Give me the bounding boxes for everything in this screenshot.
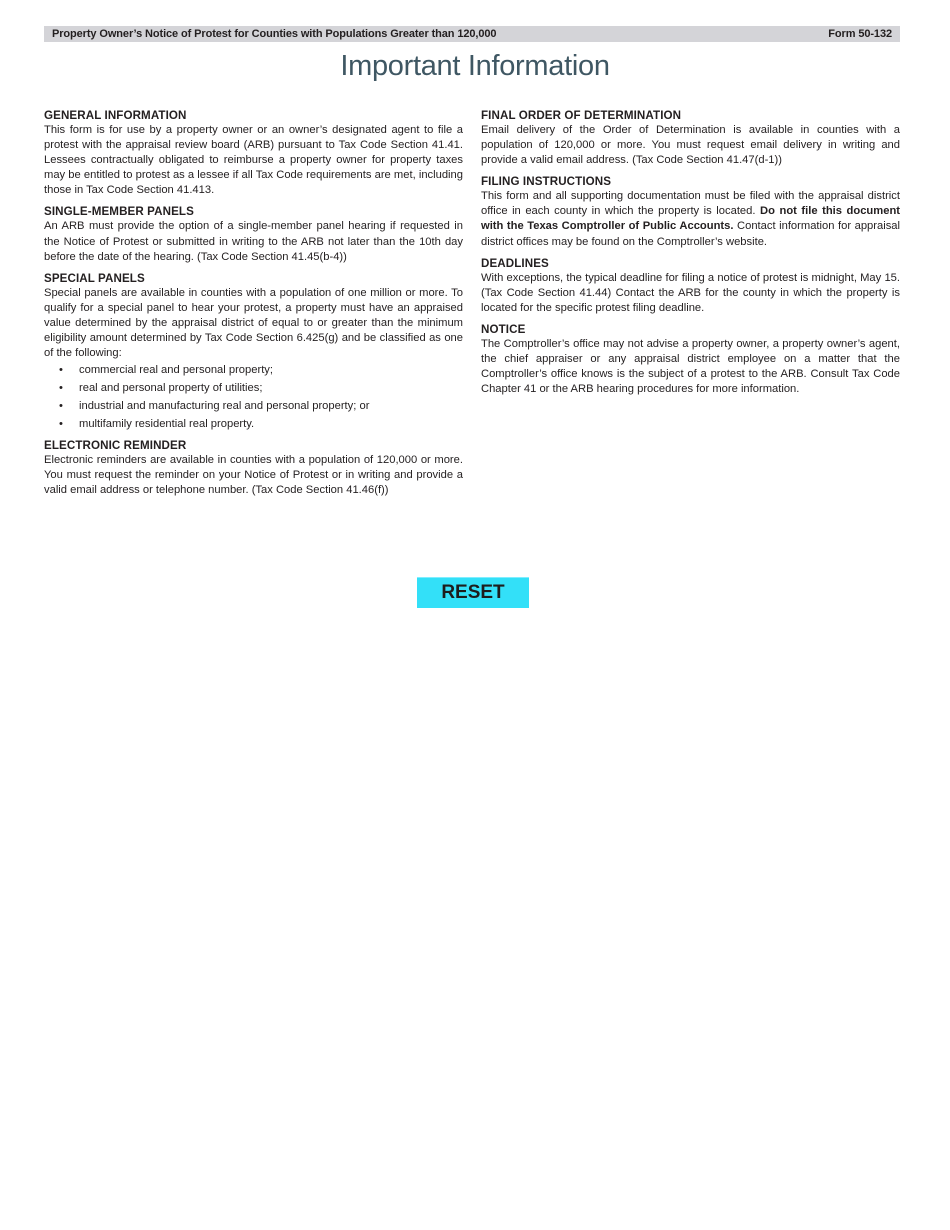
bullet-icon: • bbox=[59, 418, 63, 431]
section-heading: SINGLE-MEMBER PANELS bbox=[44, 205, 194, 219]
list-item bbox=[44, 399, 463, 414]
section-heading: GENERAL INFORMATION bbox=[44, 109, 187, 122]
section-body: Email delivery of the Order of Determination is available in counties with a population of 120,000 or more. You must request email delivery in writing and provide a valid email address. (Tax Code Section 41.47(d-1)) bbox=[481, 124, 900, 167]
section-heading: ELECTRONIC REMINDER bbox=[44, 439, 187, 453]
bullet-icon: • bbox=[59, 364, 63, 377]
section-heading: SPECIAL PANELS bbox=[44, 271, 145, 285]
filing-text-end: Contact information for appraisal district offices may be found on the Comptroller’s website. bbox=[481, 220, 900, 248]
electronic-reminder-section bbox=[44, 438, 463, 498]
final-order-section bbox=[481, 108, 900, 168]
section-heading: DEADLINES bbox=[481, 256, 549, 270]
list-item-text: industrial and manufacturing real and personal property; or bbox=[79, 400, 370, 413]
deadlines-section bbox=[481, 256, 900, 316]
section-heading: NOTICE bbox=[481, 322, 526, 336]
bullet-icon: • bbox=[59, 400, 63, 413]
filing-text-start: This form and all supporting documentation must be filed with the appraisal district office in each county in which the property is located. bbox=[481, 190, 900, 218]
list-item-text: multifamily residential real property. bbox=[79, 418, 255, 431]
section-body: Special panels are available in counties with a population of one million or more. To qualify for a special panel to hear your protest, a property must have an appraised value determined by the appraisal district of equal to or greater than the minimum eligibility amount determined by Tax Code Section 6.425(g) and be classified as one of the following: bbox=[44, 286, 463, 360]
notice-section bbox=[481, 322, 900, 397]
list-item bbox=[44, 417, 463, 432]
filing-instructions-section bbox=[481, 174, 900, 249]
list-item bbox=[44, 381, 463, 396]
single-member-panels-section bbox=[44, 204, 463, 264]
section-body: This form is for use by a property owner or an owner’s designated agent to file a protest with the appraisal review board (ARB) pursuant to Tax Code Section 41.41. Lessees contractually obligated to reimburse a property owner for property taxes may be entitled to protest as a lessee if all Tax Code requirements are met, including those in Tax Code Section 41.413. bbox=[44, 124, 463, 197]
filing-warning: Do not file this document with the Texas Comptroller of Public Accounts. bbox=[481, 205, 900, 233]
left-column bbox=[44, 108, 463, 505]
bullet-icon: • bbox=[59, 382, 63, 395]
section-heading: FILING INSTRUCTIONS bbox=[481, 175, 612, 189]
property-type-list bbox=[44, 363, 463, 432]
section-body: With exceptions, the typical deadline for filing a notice of protest is midnight, May 15. (Tax Code Section 41.44) Contact the ARB for the county in which the property is located for the specific protest filing deadline. bbox=[481, 271, 900, 314]
list-item-text: real and personal property of utilities; bbox=[79, 382, 263, 395]
special-panels-section bbox=[44, 271, 463, 432]
right-column bbox=[481, 108, 900, 403]
section-body: Electronic reminders are available in counties with a population of 120,000 or more. You must request the reminder on your Notice of Protest or in writing and provide a valid email address or telephone number. (Tax Code Section 41.46(f)) bbox=[44, 454, 463, 497]
form-header-bar bbox=[44, 26, 900, 42]
form-title: Property Owner’s Notice of Protest for Counties with Populations Greater than 120,000 bbox=[52, 28, 497, 40]
list-item-text: commercial real and personal property; bbox=[79, 364, 274, 377]
general-information-section bbox=[44, 108, 463, 198]
section-body: The Comptroller’s office may not advise a property owner, a property owner’s agent, the chief appraiser or any appraisal district employee on a matter that the Comptroller’s office knows is the subject of a protest to the ARB. Consult Tax Code Chapter 41 or the ARB hearing procedures for more information. bbox=[481, 337, 900, 396]
section-body bbox=[481, 189, 900, 249]
form-number: Form 50-132 bbox=[828, 28, 892, 40]
list-item bbox=[44, 363, 463, 378]
section-body: An ARB must provide the option of a single-member panel hearing if requested in the Notice of Protest or submitted in writing to the ARB not later than the 10th day before the date of the hearing. (Tax Code Section 41.45(b-4)) bbox=[44, 220, 463, 263]
page-title: Important Information bbox=[340, 50, 610, 82]
section-heading: FINAL ORDER OF DETERMINATION bbox=[481, 109, 682, 122]
reset-button[interactable]: RESET bbox=[417, 577, 529, 608]
